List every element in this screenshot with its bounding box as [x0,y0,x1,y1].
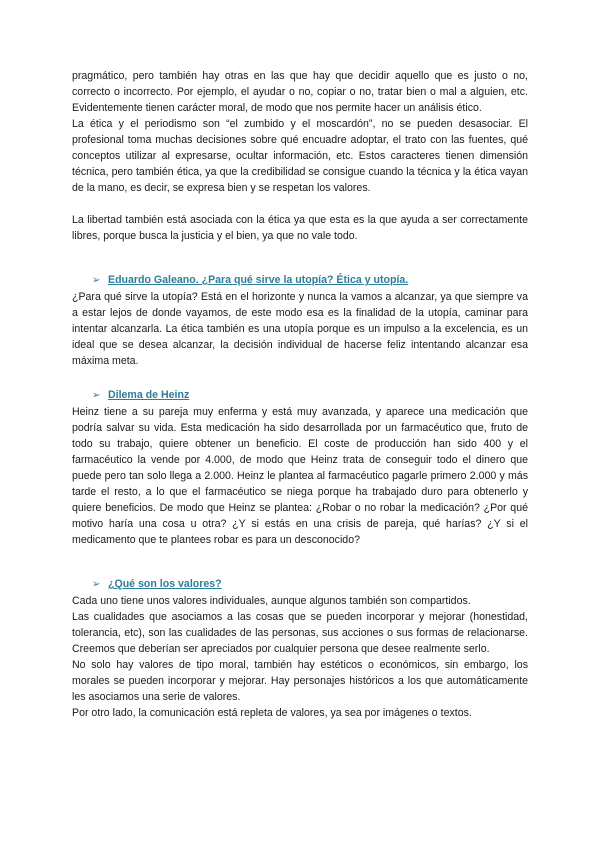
section-paragraph: Heinz tiene a su pareja muy enferma y está muy avanzada, y aparece una medicación que podría salvar su vida. Esta medicación ha sido desarrollada por un farmacéutico que, fruto de todo su trabajo, quiere obtener un beneficio. El coste de producción han sido 400 y el farmacéutico la vende por 4.000, de modo que Heinz trata de conseguir todo el dinero que puede pero tan solo llega a 2.000. Heinz le plantea al farmacéutico pagarle primero 2.000 y más tarde el resto, a lo que el farmacéutico se niega porque ha trabajado duro para obtenerlo y quiere beneficios. De modo que Heinz se plantea: ¿Robar o no robar la medicación? ¿Por qué motivo haría una cosa u otra? ¿Y si estás en una crisis de pareja, qué harías? ¿Y si el medicamento que te plantees robar es para un desconocido? [72,406,528,546]
spacer [72,244,528,272]
section-title: Dilema de Heinz [108,389,190,401]
intro-paragraph-2: La ética y el periodismo son “el zumbido y el moscardón”, no se pueden desasociar. El profesional toma muchas decisiones sobre qué encuadre adoptar, el trato con las fuentes, qué conceptos utilizar al expresarse, ocultar información, etc. Estos caracteres tienen dimensión técnica, pero también ética, ya que la credibilidad se consigue cuando la técnica y la ética vayan de la mano, es decir, se expresa bien y se respetan los valores. [72,118,528,194]
section-title: ¿Qué son los valores? [108,578,222,590]
spacer [72,548,528,576]
arrow-bullet-icon: ➢ [92,275,101,286]
intro-paragraph-3: La libertad también está asociada con la ética ya que esta es la que ayuda a ser correctamente libres, porque busca la justicia y el bien, ya que no vale todo. [72,214,528,242]
section-paragraph: ¿Para qué sirve la utopía? Está en el horizonte y nunca la vamos a alcanzar, ya que siempre va a estar lejos de donde vayamos, de este modo esa es la finalidad de la utopía, caminar para intentar alcanzarla. La ética también es una utopía porque es un impulso a la excelencia, es un ideal que se desea alcanzar, la decisión individual de hacerse feliz intentando alcanzar esa máxima meta. [72,291,528,367]
section-title: Eduardo Galeano. ¿Para qué sirve la utopía? Ética y utopía. [108,274,409,286]
section-paragraph: Por otro lado, la comunicación está repleta de valores, ya sea por imágenes o textos. [72,707,472,719]
section-heading-galeano [92,272,528,289]
intro-paragraph-1: pragmático, pero también hay otras en las que hay que decidir aquello que es justo o no, correcto o incorrecto. Por ejemplo, el ayudar o no, copiar o no, tratar bien o mal a alguien, etc. Evidentemente tienen carácter moral, de modo que nos permite hacer un análisis ético. [72,70,528,114]
section-heading-heinz [92,387,528,404]
spacer [72,196,528,212]
arrow-bullet-icon: ➢ [92,579,101,590]
section-paragraph: Las cualidades que asociamos a las cosas que se pueden incorporar y mejorar (honestidad, tolerancia, etc), son las cualidades de las personas, sus acciones o sus formas de relacionarse. Creemos que deberían ser apreciados por cualquier persona que desee realmente serlo. [72,611,528,655]
section-paragraph: No solo hay valores de tipo moral, también hay estéticos o económicos, sin embargo, los morales se pueden incorporar y mejorar. Hay personajes históricos a los que automáticamente les asociamos una serie de valores. [72,659,528,703]
spacer [72,369,528,387]
document-page [72,68,528,721]
arrow-bullet-icon: ➢ [92,390,101,401]
section-paragraph: Cada uno tiene unos valores individuales, aunque algunos también son compartidos. [72,595,471,607]
section-heading-valores [92,576,528,593]
